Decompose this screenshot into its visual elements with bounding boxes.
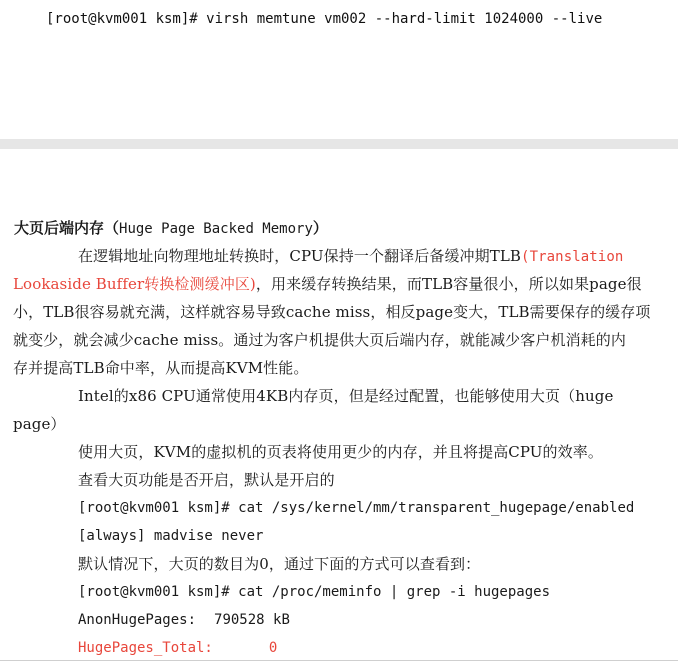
paragraph-tlb-line-2 xyxy=(13,274,642,294)
highlight-text: (Translation xyxy=(521,249,624,265)
previous-page xyxy=(0,0,678,139)
output-hugepages-total xyxy=(78,638,277,658)
page-bottom-edge xyxy=(0,660,678,661)
paragraph-tlb-line-3: 小，TLB很容易就充满，这样就容易导致cache miss，相反page变大，TLB需要保存的缓存项 xyxy=(13,303,651,321)
output-value: 0 xyxy=(268,640,278,656)
output-label: AnonHugePages: xyxy=(78,612,197,628)
command-line-memtune: [root@kvm001 ksm]# virsh memtune vm002 --hard-limit 1024000 --live xyxy=(46,11,603,27)
paragraph-check-enabled: 查看大页功能是否开启，默认是开启的 xyxy=(78,471,335,489)
output-anon-hugepages xyxy=(78,610,290,630)
paragraph-text: ，用来缓存转换结果，而TLB容量很小，所以如果page很 xyxy=(255,275,642,293)
highlight-text: Lookaside Buffer转换检测缓冲区) xyxy=(13,275,256,293)
output-label: HugePages_Total: xyxy=(78,640,213,656)
heading-cn: 大页后端内存（ xyxy=(14,219,120,237)
section-heading xyxy=(14,218,328,239)
heading-close: ） xyxy=(312,219,328,237)
paragraph-tlb-line-4: 就变少，就会减少cache miss。通过为客户机提供大页后端内存，就能减少客户机消耗的内 xyxy=(13,331,626,349)
output-value: 790528 kB xyxy=(214,612,290,628)
command-output-enabled: [always] madvise never xyxy=(78,528,264,544)
paragraph-text: 在逻辑地址向物理地址转换时，CPU保持一个翻译后备缓冲期TLB xyxy=(78,247,522,265)
paragraph-tlb-line-5: 存并提高TLB命中率，从而提高KVM性能。 xyxy=(13,359,309,377)
heading-en: Huge Page Backed Memory xyxy=(119,221,313,237)
paragraph-tlb-line-1 xyxy=(78,246,623,267)
page-separator xyxy=(0,139,678,149)
command-line-meminfo: [root@kvm001 ksm]# cat /proc/meminfo | grep -i hugepages xyxy=(78,584,551,600)
paragraph-intel-line-2: page） xyxy=(13,415,66,433)
paragraph-default-count: 默认情况下，大页的数目为0，通过下面的方式可以查看到： xyxy=(78,555,481,573)
command-line-cat-enabled: [root@kvm001 ksm]# cat /sys/kernel/mm/transparent_hugepage/enabled xyxy=(78,500,635,516)
paragraph-intel-line-1: Intel的x86 CPU通常使用4KB内存页，但是经过配置，也能够使用大页（huge xyxy=(78,387,614,405)
paragraph-hugepage-benefit: 使用大页，KVM的虚拟机的页表将使用更少的内存，并且将提高CPU的效率。 xyxy=(78,443,603,461)
